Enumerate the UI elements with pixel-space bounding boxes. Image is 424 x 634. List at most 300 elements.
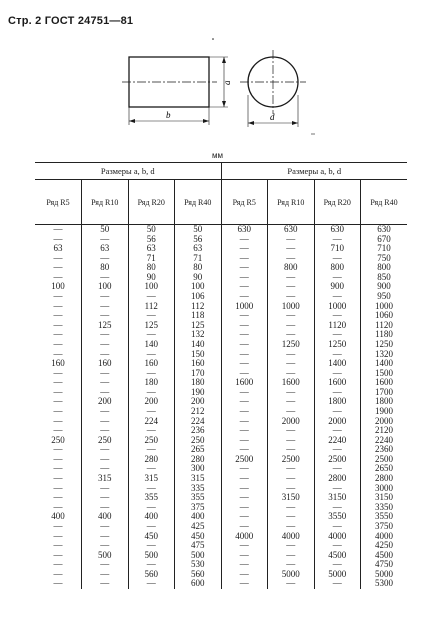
table-cell: — [268,397,315,407]
table-row [35,445,407,455]
table-cell: — [128,541,175,551]
table-cell: — [128,350,175,360]
table-cell: 5000 [361,570,408,580]
table-cell: — [268,369,315,379]
table-cell: — [82,579,129,589]
table-cell: 315 [175,474,222,484]
table-cell: 170 [175,369,222,379]
table-cell: 1250 [314,340,361,350]
table-row [35,474,407,484]
table-cell: — [53,271,63,282]
table-cell: 4000 [314,532,361,542]
dim-b-label: b [166,110,171,120]
table-cell: — [221,522,268,532]
table-cell: 2000 [268,417,315,427]
table-cell: 400 [51,511,65,522]
table-cell: 710 [314,244,361,254]
table-cell: — [53,377,63,388]
table-cell: — [221,340,268,350]
table-cell: 100 [128,282,175,292]
table-cell: — [268,235,315,245]
table-cell: — [82,522,129,532]
table-cell: — [53,291,63,302]
table-cell: 3550 [314,512,361,522]
unit-label: мм [212,151,223,160]
table-cell: — [221,311,268,321]
table-cell: 5000 [314,570,361,580]
table-cell: — [268,436,315,446]
table-cell: 224 [175,417,222,427]
table-cell: 800 [268,263,315,273]
table-cell: 125 [82,321,129,331]
table-cell: 80 [82,263,129,273]
table-cell: 1120 [314,321,361,331]
table-cell: 1000 [268,302,315,312]
table-row [35,244,407,254]
table-cell: 224 [128,417,175,427]
table-cell: 400 [128,512,175,522]
table-cell: 190 [175,388,222,398]
table-cell: 1320 [361,350,408,360]
table-cell: — [53,367,63,378]
table-cell: 1250 [268,340,315,350]
table-cell: 4000 [221,532,268,542]
table-cell: 180 [175,378,222,388]
dim-a-label: a [222,80,232,85]
table-cell: 500 [175,551,222,561]
table-cell: 160 [175,359,222,369]
group-header-right: Размеры a, b, d [221,163,407,180]
table-cell: — [314,311,361,321]
table-cell: — [268,321,315,331]
table-cell: — [53,501,63,512]
table-cell: — [53,463,63,474]
table-cell: 160 [128,359,175,369]
table-cell: 5000 [268,570,315,580]
table-cell: 315 [128,474,175,484]
col-header: Ряд R40 [361,180,408,225]
table-cell: — [53,549,63,560]
table-cell: 400 [175,512,222,522]
table-cell: 180 [128,378,175,388]
table-cell: 71 [128,254,175,264]
table-cell: — [128,579,175,589]
col-header: Ряд R10 [268,180,315,225]
table-cell: 4500 [361,551,408,561]
group-header-row [35,163,407,180]
table-cell: — [82,417,129,427]
table-cell: — [268,512,315,522]
table-cell: 3550 [361,512,408,522]
table-row [35,350,407,360]
table-cell: 1060 [361,311,408,321]
table-cell: — [53,233,63,244]
table-cell: — [53,425,63,436]
table-cell: 4500 [314,551,361,561]
table-cell: — [82,350,129,360]
table-cell: — [82,302,129,312]
table-cell: — [314,484,361,494]
table-row [35,426,407,436]
table-cell: 450 [175,532,222,542]
table-cell: 600 [175,579,222,589]
table-cell: 2500 [268,455,315,465]
page-header: Стр. 2 ГОСТ 24751—81 [8,15,134,27]
table-cell: 50 [175,225,222,235]
table-cell: — [53,444,63,455]
table-cell: — [82,503,129,513]
table-cell: — [268,311,315,321]
table-cell: — [82,330,129,340]
table-cell: — [53,473,63,484]
table-cell: 250 [128,436,175,446]
table-cell: 140 [128,340,175,350]
table-cell: 630 [314,225,361,235]
table-cell: 450 [128,532,175,542]
table-cell: — [221,541,268,551]
table-cell: — [314,292,361,302]
table-cell: 150 [175,350,222,360]
table-cell: 2000 [361,417,408,427]
dimension-drawing [0,0,424,160]
table-cell: — [53,492,63,503]
table-cell: 355 [128,493,175,503]
table-cell: — [128,369,175,379]
table-cell: — [314,388,361,398]
table-row [35,273,407,283]
table-cell: 500 [82,551,129,561]
table-cell: 560 [175,570,222,580]
table-cell: 212 [175,407,222,417]
table-row [35,407,407,417]
table-cell: 1700 [361,388,408,398]
table-cell: — [128,292,175,302]
table-cell: 4000 [268,532,315,542]
table-cell: — [268,579,315,589]
col-header: Ряд R20 [314,180,361,225]
table-cell: 750 [361,254,408,264]
table-cell: 1600 [314,378,361,388]
table-cell: 63 [82,244,129,254]
column-header-row [35,180,407,225]
table-cell: — [221,244,268,254]
table-cell: 2500 [314,455,361,465]
table-cell: 2240 [361,436,408,446]
col-header: Ряд R5 [35,180,82,225]
table-cell: — [314,541,361,551]
table-cell: 500 [128,551,175,561]
table-cell: — [268,474,315,484]
col-header: Ряд R5 [221,180,268,225]
table-cell: — [221,397,268,407]
table-cell: — [82,493,129,503]
table-cell: — [221,273,268,283]
table-cell: — [82,455,129,465]
table-cell: 3150 [361,493,408,503]
table-cell: 140 [175,340,222,350]
table-row [35,378,407,388]
table-cell: — [53,520,63,531]
table-cell: 1600 [268,378,315,388]
table-cell: — [128,426,175,436]
table-cell: — [314,235,361,245]
table-cell: 280 [128,455,175,465]
table-cell: 1800 [361,397,408,407]
table-cell: 3000 [361,484,408,494]
table-cell: 2650 [361,464,408,474]
table-row [35,397,407,407]
table-cell: — [221,235,268,245]
table-cell: — [221,330,268,340]
table-cell: 200 [128,397,175,407]
table-cell: — [53,348,63,359]
table-row [35,503,407,513]
table-cell: — [128,503,175,513]
table-cell: 125 [128,321,175,331]
table-cell: 71 [175,254,222,264]
table-cell: 710 [361,244,408,254]
table-cell: 1250 [361,340,408,350]
table-cell: — [314,330,361,340]
table-cell: — [53,568,63,579]
table-cell: — [53,338,63,349]
table-cell: — [82,311,129,321]
table-row [35,340,407,350]
table-cell: — [221,292,268,302]
table-cell: — [221,551,268,561]
table-cell: — [314,426,361,436]
table-cell: — [53,415,63,426]
table-cell: 100 [175,282,222,292]
table-cell: — [314,464,361,474]
table-cell: 3150 [268,493,315,503]
table-cell: — [82,235,129,245]
table-cell: 4250 [361,541,408,551]
table-row [35,541,407,551]
table-cell: — [221,436,268,446]
table-cell: 125 [175,321,222,331]
table-cell: — [221,388,268,398]
table-cell: — [53,396,63,407]
col-header: Ряд R20 [128,180,175,225]
table-cell: 63 [53,243,63,254]
table-cell: — [268,484,315,494]
table-cell: 425 [175,522,222,532]
table-cell: — [221,426,268,436]
table-cell: — [268,273,315,283]
table-cell: — [82,292,129,302]
table-cell: — [268,330,315,340]
table-cell: 2500 [361,455,408,465]
table-row [35,512,407,522]
table-cell: 112 [128,302,175,312]
table-row [35,417,407,427]
table-cell: — [268,350,315,360]
table-cell: — [314,350,361,360]
table-cell: 118 [175,311,222,321]
table-cell: 4000 [361,532,408,542]
table-cell: 5300 [361,579,408,589]
dim-d-label: d [270,112,275,122]
table-cell: — [128,388,175,398]
table-cell: — [314,522,361,532]
table-cell: — [221,560,268,570]
table-cell: — [53,482,63,493]
table-cell: 630 [361,225,408,235]
table-cell: — [314,273,361,283]
table-row [35,369,407,379]
table-cell: — [314,369,361,379]
table-cell: — [314,254,361,264]
table-cell: 250 [82,436,129,446]
table-cell: 3750 [361,522,408,532]
table-cell: — [53,300,63,311]
table-cell: — [221,321,268,331]
table-cell: 950 [361,292,408,302]
table-cell: 100 [82,282,129,292]
table-cell: — [128,464,175,474]
table-cell: — [53,530,63,541]
table-cell: — [221,407,268,417]
table-cell: — [128,445,175,455]
table-cell: 1400 [361,359,408,369]
table-cell: 80 [175,263,222,273]
table-row [35,560,407,570]
table-cell: 3150 [314,493,361,503]
table-row [35,436,407,446]
table-cell: — [53,453,63,464]
table-cell: — [128,407,175,417]
table-cell: 355 [175,493,222,503]
table-cell: — [53,262,63,273]
table-cell: 300 [175,464,222,474]
table-cell: 132 [175,330,222,340]
table-cell: 1180 [361,330,408,340]
table-cell: 236 [175,426,222,436]
table-cell: — [268,359,315,369]
table-cell: 850 [361,273,408,283]
table-cell: — [221,484,268,494]
table-row [35,388,407,398]
table-cell: — [53,559,63,570]
table-cell: 250 [175,436,222,446]
table-cell: — [221,350,268,360]
table-row [35,464,407,474]
table-cell: — [268,244,315,254]
table-row [35,493,407,503]
table-row [35,455,407,465]
table-cell: — [53,540,63,551]
table-cell: 1600 [361,378,408,388]
table-row [35,302,407,312]
table-cell: — [221,263,268,273]
table-row [35,263,407,273]
table-row [35,282,407,292]
table-cell: — [82,388,129,398]
table-cell: — [82,464,129,474]
table-cell: — [82,570,129,580]
table-cell: 475 [175,541,222,551]
table-cell: — [314,407,361,417]
table-cell: — [221,359,268,369]
table-cell: — [53,252,63,263]
table-row [35,225,407,235]
table-cell: — [82,407,129,417]
table-cell: — [82,532,129,542]
table-cell: 800 [314,263,361,273]
table-cell: 400 [82,512,129,522]
table-cell: 1000 [221,302,268,312]
table-cell: 2800 [314,474,361,484]
table-row [35,292,407,302]
table-cell: 2240 [314,436,361,446]
table-cell: — [221,493,268,503]
table-cell: — [82,541,129,551]
table-cell: 2500 [221,455,268,465]
table-cell: 80 [128,263,175,273]
table-cell: 560 [128,570,175,580]
table-cell: 200 [175,397,222,407]
table-row [35,579,407,589]
table-cell: — [268,522,315,532]
table-cell: 50 [82,225,129,235]
table-cell: 200 [82,397,129,407]
table-row [35,484,407,494]
table-cell: 4750 [361,560,408,570]
table-cell: — [128,560,175,570]
table-cell: — [82,560,129,570]
table-cell: 800 [361,263,408,273]
table-cell: — [268,388,315,398]
table-cell: 375 [175,503,222,513]
table-row [35,359,407,369]
table-cell: 900 [314,282,361,292]
table-cell: — [128,484,175,494]
table-cell: 90 [128,273,175,283]
table-cell: — [82,484,129,494]
table-cell: — [82,340,129,350]
table-cell: — [53,319,63,330]
table-cell: — [221,282,268,292]
table-cell: 280 [175,455,222,465]
table-cell: 315 [82,474,129,484]
table-cell: — [221,474,268,484]
table-cell: — [268,560,315,570]
table-cell: — [221,512,268,522]
table-cell: — [128,330,175,340]
table-cell: — [268,503,315,513]
table-cell: 2360 [361,445,408,455]
table-row [35,522,407,532]
col-header: Ряд R40 [175,180,222,225]
table-row [35,235,407,245]
table-cell: — [268,254,315,264]
table-cell: — [53,578,63,589]
table-cell: — [314,579,361,589]
table-cell: 50 [128,225,175,235]
table-cell: — [314,560,361,570]
table-cell: — [268,541,315,551]
sizes-table [35,162,407,589]
table-cell: — [221,579,268,589]
table-cell: — [53,224,63,234]
table-cell: 160 [51,358,65,369]
table-cell: — [221,254,268,264]
table-cell: — [128,311,175,321]
table-cell: — [268,292,315,302]
table-cell: 90 [175,273,222,283]
table-cell: 1800 [314,397,361,407]
